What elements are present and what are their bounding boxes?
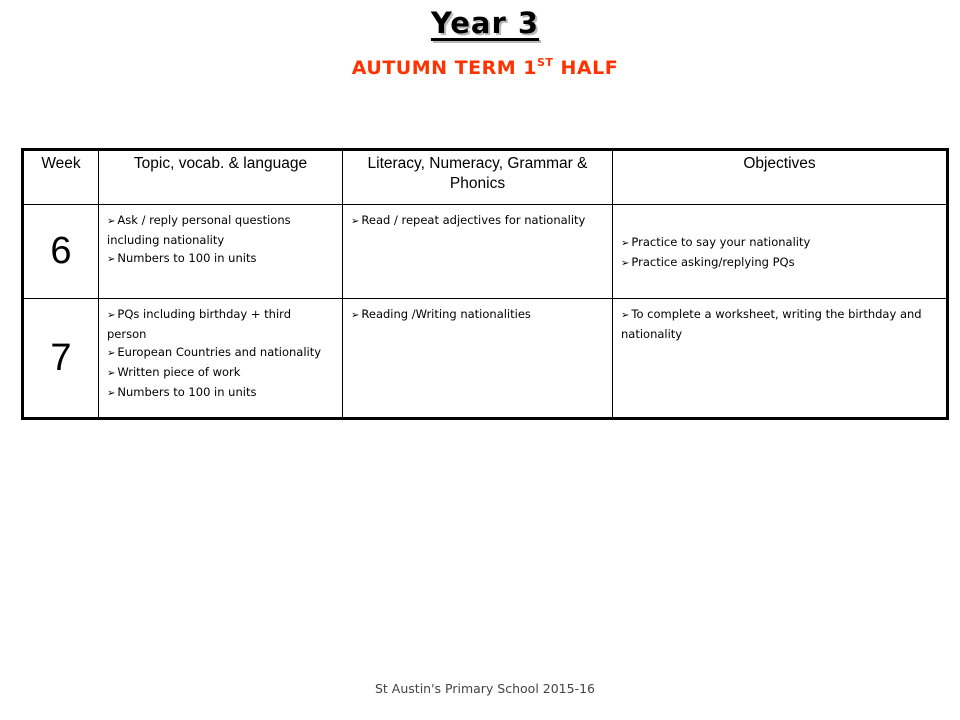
list-item <box>621 305 938 343</box>
list-item-text: Practice to say your nationality <box>631 234 811 249</box>
arrow-bullet-icon: ➢ <box>621 257 630 269</box>
page-title: Year 3 <box>430 6 540 40</box>
arrow-bullet-icon: ➢ <box>107 348 116 359</box>
column-header-topic: Topic, vocab. & language <box>99 150 343 205</box>
term-subtitle-text: AUTUMN TERM 1 <box>351 57 537 79</box>
week-number: 7 <box>23 299 99 419</box>
literacy-cell <box>343 205 613 299</box>
list-item <box>351 305 604 325</box>
column-header-objectives: Objectives <box>613 150 948 205</box>
list-item <box>107 383 334 403</box>
list-item-text: Reading /Writing nationalities <box>361 307 531 321</box>
column-header-literacy: Literacy, Numeracy, Grammar & Phonics <box>343 150 613 205</box>
list-item-text: Practice asking/replying PQs <box>631 254 795 269</box>
list-item <box>107 343 334 363</box>
term-subtitle <box>0 56 960 79</box>
topic-cell <box>99 205 343 299</box>
list-item-text: To complete a worksheet, writing the birthday and nationality <box>621 307 922 341</box>
list-item <box>107 305 334 343</box>
list-item-text: Read / repeat adjectives for nationality <box>361 213 586 227</box>
list-item <box>107 363 334 383</box>
list-item <box>621 253 938 273</box>
arrow-bullet-icon: ➢ <box>107 310 116 321</box>
list-item-text: European Countries and nationality <box>117 345 322 359</box>
arrow-bullet-icon: ➢ <box>621 310 630 321</box>
week-number: 6 <box>23 205 99 299</box>
list-item-text: Numbers to 100 in units <box>117 385 257 399</box>
literacy-list <box>351 305 604 325</box>
table-row <box>23 205 948 299</box>
objectives-list <box>621 233 938 273</box>
topic-list <box>107 211 334 269</box>
arrow-bullet-icon: ➢ <box>107 254 116 265</box>
arrow-bullet-icon: ➢ <box>107 388 116 399</box>
plan-table <box>21 148 949 420</box>
term-subtitle-end: HALF <box>553 57 619 79</box>
objectives-list <box>621 305 938 343</box>
objectives-cell <box>613 205 948 299</box>
objectives-cell <box>613 299 948 419</box>
literacy-cell <box>343 299 613 419</box>
list-item-text: PQs including birthday + third person <box>107 307 291 341</box>
table-header-row <box>23 150 948 205</box>
list-item <box>621 233 938 253</box>
list-item <box>107 249 334 269</box>
list-item-text: Numbers to 100 in units <box>117 251 257 265</box>
list-item-text: Ask / reply personal questions including nationality <box>107 213 291 247</box>
topic-cell <box>99 299 343 419</box>
table-row <box>23 299 948 419</box>
arrow-bullet-icon: ➢ <box>351 310 360 321</box>
literacy-list <box>351 211 604 231</box>
footer-text: St Austin's Primary School 2015-16 <box>375 681 595 696</box>
arrow-bullet-icon: ➢ <box>107 216 116 227</box>
topic-list <box>107 305 334 403</box>
column-header-week: Week <box>23 150 99 205</box>
arrow-bullet-icon: ➢ <box>107 368 116 379</box>
arrow-bullet-icon: ➢ <box>621 237 630 249</box>
list-item <box>107 211 334 249</box>
arrow-bullet-icon: ➢ <box>351 216 360 227</box>
list-item-text: Written piece of work <box>117 365 241 379</box>
list-item <box>351 211 604 231</box>
term-subtitle-superscript: ST <box>536 56 554 69</box>
